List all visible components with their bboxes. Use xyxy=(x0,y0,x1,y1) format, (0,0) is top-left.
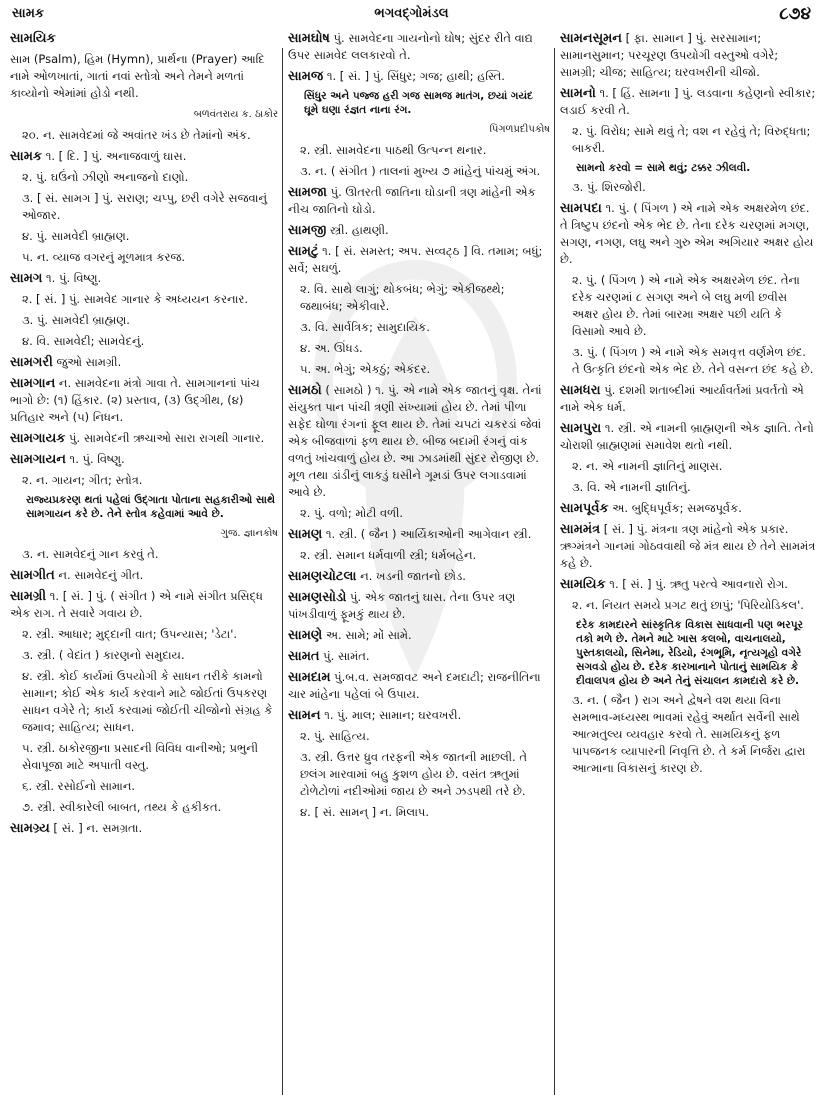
dictionary-entry: સામગાન ન. સામવેદના મંત્રો ગાવા તે. સામગાનનાં પાંચ ભાગો છે: (૧) હિંકાર. (૨) પ્રસ્તાવ, (૩) ઉદ્ગીથ, (૪) પ્રતિહાર અને (૫) નિધન. xyxy=(10,376,260,424)
entry-quotation: સામનો કરવો = સામે થવું; ટક્કર ઝીલવી. xyxy=(576,162,751,174)
headword: સામટું xyxy=(288,244,319,259)
entry-sense: ૩. [ સં. સામગ ] પું. સરાણ; ચપ્પુ, છરી વગેરે સજવાનું ઓજાર. xyxy=(22,191,268,222)
entry-sense: ૫. ન. વ્યાજ વગરનું મૂળમાત્ર કરજ. xyxy=(22,250,186,264)
headword: સામગરી xyxy=(10,355,53,370)
entry-quotation: દરેક કામદારને સાંસ્કૃતિક વિકાસ સાધવાની પણ ભરપૂર તકો મળે છે. તેમને માટે ખાસ કલબો, વાચનાલયો, પુસ્તકાલયો, સિનેમા, રેડિયો, રંગભૂમિ, નૃત્યગૃહો વગેરે સગવડો હોય છે. દરેક કારખાનાને પોતાનું સામયિક કે દીવાલપત્ર હોય છે અને તેનું સંચાલન કામદારો કરે છે. xyxy=(576,619,803,687)
headword: સામનો xyxy=(560,86,596,101)
entry-sense: ૫. અ. ભેગું; એકઠું; એકંદર. xyxy=(300,362,431,376)
running-headword: સામક xyxy=(12,6,45,21)
quotation-source: પિંગળપ્રદીપકોષ xyxy=(489,124,550,135)
entry-sense: ૪. અ. ઊંધડ. xyxy=(300,341,363,355)
headword: સામગીત xyxy=(10,568,55,583)
headword: સામગાયક xyxy=(10,431,66,446)
entry-sense: ૪. વિ. સામવેદી; સામવેદનું. xyxy=(22,334,145,348)
entry-sense: ૨૦. ન. સામવેદમાં જે અવાંતર ખંડ છે તેમાંનો અંક. xyxy=(22,128,251,142)
entry-sense: ૩. સ્ત્રી. ઉત્તર ધ્રુવ તરફની એક જાતની માછલી. તે છલંગ મારવામાં બહુ કુશળ હોય છે. વસંત ઋતુમાં ટોળેટોળાં નદીઓમાં જાય છે અને ઝડપથી તરે છે. xyxy=(300,750,527,798)
entry-sense: ૪. પું. સામવેદી બ્રાહ્મણ. xyxy=(22,229,130,243)
entry-sense: ૬. સ્ત્રી. રસોઈનો સામાન. xyxy=(22,779,136,793)
entry-quotation: સિંધુર અને પજ્જ હરી ગજ સામજ માતંગ, છયાં ગયંદ ઘૂમે ઘણા રંજ્ઞત નાના રંગ. xyxy=(304,90,533,116)
quotation-source: બળવંતરાય ક. ઠાકોર xyxy=(193,109,278,120)
entry-sense: ૨. ન. નિયત સમયે પ્રગટ થતું છાપું; 'પિરિયોડિકલ'. xyxy=(572,598,804,612)
entry-sense: ૨. સ્ત્રી. સમાન ધર્મવાળી સ્ત્રી; ધર્મબહેન. xyxy=(300,548,477,562)
entry-sense: ૩. વિ. સાર્વત્રિક; સામુદાયિક. xyxy=(300,320,430,334)
entry-sense: ૪. [ સં. સામન્ ] ન. મિલાપ. xyxy=(300,805,430,819)
entry-sense: ૫. સ્ત્રી. ઠાકોરજીના પ્રસાદની વિવિધ વાનીઓ; પ્રભુની સેવાપૂજા માટે અપાતી વસ્તુ. xyxy=(22,741,259,772)
headword: સામપુરા xyxy=(560,421,602,436)
page-header xyxy=(12,6,811,28)
dictionary-entry: સામક ૧. [ દિ. ] પું. અનાજવાળું ઘાસ. xyxy=(10,149,187,164)
entry-sense: ૨. પું. વિરોધ; સામે થવું તે; વશ ન રહેવું તે; વિરુદ્ધતા; બાકરી. xyxy=(572,124,811,155)
column-divider xyxy=(554,48,555,1095)
column-left xyxy=(10,30,278,841)
headword: સામગ્ર્ય xyxy=(10,821,50,836)
entry-sense: ૨. પું. ઘઉંનો ઝીણો અનાજનો દાણો. xyxy=(22,170,189,184)
entry-sense: ૨. [ સં. ] પું. સામવેદ ગાનાર કે અધ્યયન કરનાર. xyxy=(22,292,249,306)
headword: સામઘોષ xyxy=(288,31,330,46)
entry-sense: ૨. પું. ( પિંગળ ) એ નામે એક અક્ષરમેળ છંદ. તેના દરેક ચરણમાં ૮ સગણ અને બે લઘુ મળી છવીસ અક્ષર હોય છે. તેમાં બારમા અક્ષર પછી યતિ કે વિસામો આવે છે. xyxy=(572,273,800,338)
dictionary-entry: સામગરી જુઓ સામગ્રી. xyxy=(10,355,122,370)
dictionary-entry: સામટું ૧. [ સં. સમસ્ત; અપ. સવ્વટ્ઠ ] વિ. તમામ; બધું; સર્વે; સઘળું. xyxy=(288,244,543,275)
headword: સામજી xyxy=(288,223,327,238)
headword: સામત xyxy=(288,649,320,664)
entry-sense: ૨. ન. એ નામની જ્ઞાતિનું માણસ. xyxy=(572,459,723,473)
entry-sense: ૨. ન. ગાયન; ગીત; સ્તોત્ર. xyxy=(22,473,143,487)
dictionary-entry: સામગ્ર્ય [ સં. ] ન. સમગ્રતા. xyxy=(10,821,143,836)
entry-sense: ૩. પું. શિરજોરી. xyxy=(572,180,646,194)
headword: સામનસૂમન xyxy=(560,31,622,46)
headword: સામયિક xyxy=(10,31,56,46)
dictionary-entry: સામધરા પું. દશમી શતાબ્દીમાં આર્યાવર્તમાં પ્રવર્તતો એ નામે એક ધર્મ. xyxy=(560,383,804,414)
headword: સામણે xyxy=(288,628,323,643)
entry-sense: ૨. પું. વળો; મોટી વળી. xyxy=(300,506,404,520)
entry-sense: ૩. ન. સામવેદનું ગાન કરવું તે. xyxy=(22,547,159,561)
quotation-source: ગુજ. જ્ઞાનકોષ xyxy=(220,528,278,539)
headword: સામન xyxy=(288,708,321,723)
dictionary-entry: સામદામ પું.બ.વ. સમજાવટ અને દમદાટી; રાજનીતિના ચાર માંહેના પહેલાં બે ઉપાય. xyxy=(288,670,541,701)
entry-sense: ૩. ન. ( સંગીત ) તાલનાં મુખ્ય ૭ માંહેનું પાંચમું અંગ. xyxy=(300,164,541,178)
dictionary-entry: સામનસૂમન [ ફા. સામાન ] પું. સરસામાન; સામાનસુમાન; પરચૂરણ ઉપયોગી વસ્તુઓ વગેરે; સામગ્રી; ચીજ; સાહિત્ય; ઘરવખરીની ચીજો. xyxy=(560,31,779,79)
dictionary-entry: સામગાયન ૧. પું. વિષ્ણુ. xyxy=(10,452,125,467)
headword: સામગાયન xyxy=(10,452,66,467)
entry-sense: ૭. સ્ત્રી. સ્વીકારેલી બાબત, તથ્ય કે હકીકત. xyxy=(22,800,222,814)
entry-sense: ૨. વિ. સાથે લાગું; થોકબંધ; ભેગું; એકીજથ્થે; જથાબંધ; એકીવારે. xyxy=(300,282,505,313)
entry-sense: ૨. પું. સાહિત્ય. xyxy=(300,729,370,743)
dictionary-entry: સામત પું. સામંત. xyxy=(288,649,370,664)
entry-sense: ૩. ન. ( જૈન ) રાગ અને દ્વેષને વશ થયા વિના સમભાવ-મધ્યસ્થ ભાવમાં રહેવું અર્થાત સર્વેની સાથે આત્મતુલ્ય વ્યવહાર કરવો તે. સામયિકનું ફળ પાપજનક વ્યાપારની નિવૃત્તિ છે. તે કર્મ નિર્જરા દ્વારા આત્માના વિકાસનું કારણ છે. xyxy=(572,693,806,775)
dictionary-entry: સામપૂર્વક અ. બુદ્ધિપૂર્વક; સમજપૂર્વક. xyxy=(560,501,742,516)
page-number: ૮૭૪ xyxy=(779,4,811,24)
dictionary-entry: સામણ ૧. સ્ત્રી. ( જૈન ) આર્યિકાઓની આગેવાન સ્ત્રી. xyxy=(288,527,532,542)
page-title: ભગવદ્ગોમંડલ xyxy=(374,6,449,21)
dictionary-entry xyxy=(10,30,278,47)
headword: સામપૂર્વક xyxy=(560,501,609,516)
dictionary-entry: સામપદા ૧. પું. ( પિંગળ ) એ નામે એક અક્ષરમેળ છંદ. તે ત્રિષ્ટુપ છંદનો એક ભેદ છે. તેના દરેક ચરણમાં મગણ, સગણ, નગણ, લઘુ અને ગુરુ એમ અગિયાર અક્ષર હોય છે. xyxy=(560,201,814,266)
headword: સામગાન xyxy=(10,376,56,391)
headword: સામપદા xyxy=(560,201,602,216)
dictionary-entry: સામપુરા ૧. સ્ત્રી. એ નામની બ્રાહ્મણની એક જ્ઞાતિ. તેનો ચોરાશી બ્રાહ્મણમાં સમાવેશ થતો નથી. xyxy=(560,421,814,452)
column-divider xyxy=(282,48,283,1095)
dictionary-entry: સામયિક ૧. [ સં. ] પું. ઋતુ પરત્વે આવનારો રોગ. xyxy=(560,577,788,592)
dictionary-entry: સામમંત્ર [ સં. ] પું. મંત્રના ત્રણ માંહેનો એક પ્રકાર. ઋગ્મંત્રને ગાનમાં ગોઠવવાથી જે મંત્ર થાય છે તેને સામમંત્ર કહે છે. xyxy=(560,522,816,570)
dictionary-entry: સામગાયક પું. સામવેદની ઋચાઓ સારા રાગથી ગાનાર. xyxy=(10,431,265,446)
dictionary-entry: સામન ૧. પું. માલ; સામાન; ઘરવખરી. xyxy=(288,708,462,723)
dictionary-entry: સામણે અ. સામે; મોં સામે. xyxy=(288,628,412,643)
entry-sense: ૩. સ્ત્રી. ( વેદાંત ) કારણનો સમુદાય. xyxy=(22,648,185,662)
headword: સામધરા xyxy=(560,383,601,398)
headword: સામઠો xyxy=(288,383,322,398)
headword: સામણચોટલા xyxy=(288,569,357,584)
entry-sense: ૨. સ્ત્રી. આધાર; મુદ્દાની વાત; ઉપન્યાસ; 'ડેટા'. xyxy=(22,627,238,641)
headword: સામણસોડો xyxy=(288,590,347,605)
headword: સામદામ xyxy=(288,670,331,685)
dictionary-entry: સામનો ૧. [ હિં. સામના ] પું. લડવાના કહેણનો સ્વીકાર; લડાઈ કરવી તે. xyxy=(560,86,816,117)
dictionary-entry: સામગીત ન. સામવેદનું ગીત. xyxy=(10,568,144,583)
headword: સામજા xyxy=(288,185,327,200)
dictionary-entry: સામજા પું. ઊતરતી જાતિના ઘોડાની ત્રણ માંહેની એક નીચ જાતિનો ઘોડો. xyxy=(288,185,536,216)
entry-sense: ૩. પું. સામવેદી બ્રાહ્મણ. xyxy=(22,313,130,327)
dictionary-entry: સામગ ૧. પું. વિષ્ણુ. xyxy=(10,271,102,286)
headword: સામયિક xyxy=(560,577,606,592)
dictionary-entry: સામગ્રી ૧. [ સં. ] પું. ( સંગીત ) એ નામે સંગીત પ્રસિદ્ધ એક રાગ. તે સવારે ગવાય છે. xyxy=(10,589,263,620)
column-middle xyxy=(288,30,550,825)
headword: સામગ્રી xyxy=(10,589,47,604)
headword: સામણ xyxy=(288,527,323,542)
dictionary-entry: સામણચોટલા ન. ખડની જાતનો છોડ. xyxy=(288,569,466,584)
entry-sense: ૩. વિ. એ નામની જ્ઞાતિનું. xyxy=(572,480,691,494)
dictionary-entry: સામજી સ્ત્રી. હાથણી. xyxy=(288,223,389,238)
entry-quotation: રાજ્યપ્રકરણ થતાં પહેલાં ઉદ્ગાતા પોતાના સહકારીઓ સાથે સામગાયન કરે છે. તેને સ્તોત્ર કહેવામાં આવે છે. xyxy=(26,494,276,520)
headword: સામગ xyxy=(10,271,43,286)
entry-sense: ૪. સ્ત્રી. કોઈ કાર્યમાં ઉપયોગી કે સાધન તરીકે કામનો સામાન; કોઈ એક કાર્ય કરવાને માટે જોઈતાં ઉપકરણ સાધન વગેરે તે; કાર્ય કરવામાં જોઈતી ચીજોનો સંગ્રહ કે જમાવ; સાહિત્ય; સાધન. xyxy=(22,669,273,734)
headword: સામજ xyxy=(288,69,324,84)
dictionary-entry: સામઠો ( સામઠો ) ૧. પું. એ નામે એક જાતનું વૃક્ષ. તેનાં સંયુક્ત પાન પાંચી ત્રણી સંખ્યામાં હોય છે. તેમાં પીળા સફેદ ઘોળા રંગનાં ફૂલ થાય છે. તેમાં ચપટાં ચકરડાં જેવાં એક બીજવાળાં ફળ થાય છે. બીજ બદામી રંગનું વાંક વળતું ખાંચવાળું હોય છે. આ ઝાડમાંથી સુંદર રોજીણ છે. મૂળ તથા ડાંડીનું લાકડું ઘસીને ગૂમડાં ઉપર લગાડવામાં આવે છે. xyxy=(288,383,542,499)
entry-continuation: સામ (Psalm), હિમ (Hymn), પ્રાર્થના (Prayer) આદિ નામે ઓળખાતાં, ગાતાં નવાં સ્તોત્રો અને તેમને મળતાં કાવ્યોનો એમાંમાં હોડો નથી. xyxy=(10,52,265,100)
headword: સામમંત્ર xyxy=(560,522,601,537)
dictionary-entry: સામણસોડો પું. એક જાતનું ઘાસ. તેના ઉપર ત્રણ પાંખડીવાળું ફૂમકું થાય છે. xyxy=(288,590,516,621)
dictionary-entry: સામઘોષ પું. સામવેદના ગાયનોનો ઘોષ; સુંદર રીતે વાદ્ય ઉપર સામવેદ લલકારવો તે. xyxy=(288,31,533,62)
headword: સામક xyxy=(10,149,43,164)
column-right xyxy=(560,30,817,781)
dictionary-entry: સામજ ૧. [ સં. ] પું. સિંધુર; ગજ; હાથી; હસ્તિ. xyxy=(288,69,505,84)
entry-sense: ૩. પું. ( પિંગળ ) એ નામે એક સમવૃત્ત વર્ણમેળ છંદ. તે ઉત્કૃતિ છંદનો એક ભેદ છે. તેને વસન્ત છંદ કહે છે. xyxy=(572,345,814,376)
entry-sense: ૨. સ્ત્રી. સામવેદના પાઠથી ઉત્પન્ન થનાર. xyxy=(300,143,487,157)
